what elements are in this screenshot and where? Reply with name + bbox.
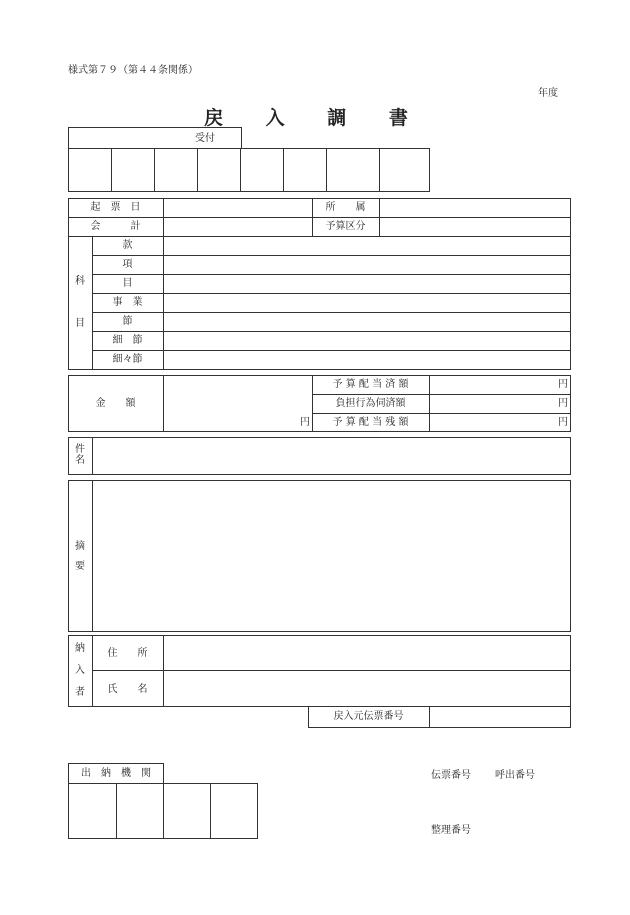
subject-row-label: 目 [122,278,133,289]
accounting-label: 会 計 [90,221,141,232]
payer-name-label: 氏 名 [107,684,148,695]
summary-label-1: 摘 [75,541,85,552]
affiliation-label: 所 属 [325,202,366,213]
budget-remaining-unit: 円 [558,417,568,428]
fiscal-year-label: 年度 [538,88,558,99]
draft-date-label: 起 票 日 [90,202,141,213]
budget-allocated-unit: 円 [558,379,568,390]
disbursement-label: 出 納 機 関 [81,768,151,779]
payer-label-2: 入 [75,665,85,676]
reception-label: 受付 [195,133,215,144]
summary-label-2: 要 [75,561,85,572]
subject-group-label-2: 目 [75,318,85,329]
payer-label-1: 納 [75,643,85,654]
subject-row-label: 細 節 [112,335,143,346]
budget-remaining-label: 予 算 配 当 残 額 [332,417,409,428]
origin-slip-label: 戻入元伝票番号 [333,711,404,722]
subject-row-label: 節 [122,316,133,327]
budget-allocated-label: 予 算 配 当 済 額 [332,379,409,390]
subject-group-label-1: 科 [75,276,85,287]
page-title: 戻 入 調 書 [204,107,426,129]
payer-address-label: 住 所 [107,648,148,659]
amount-unit: 円 [300,417,310,428]
slip-number-label: 伝票番号 [431,770,471,781]
subject-row-label: 細々節 [112,354,143,365]
item-name-label-2: 名 [75,455,85,466]
subject-row-label: 款 [122,240,133,251]
subject-row-label: 事 業 [112,297,143,308]
form-number: 様式第７９（第４４条関係） [68,65,198,76]
burden-inquiry-unit: 円 [558,398,568,409]
payer-label-3: 者 [75,687,85,698]
item-name-label-1: 件 [75,444,85,455]
call-number-label: 呼出番号 [495,770,535,781]
budget-category-label: 予算区分 [325,221,366,232]
subject-row-label: 項 [122,259,133,270]
burden-inquiry-label: 負担行為伺済額 [335,398,406,409]
amount-label: 金 額 [95,398,136,409]
reference-number-label: 整理番号 [431,825,471,836]
